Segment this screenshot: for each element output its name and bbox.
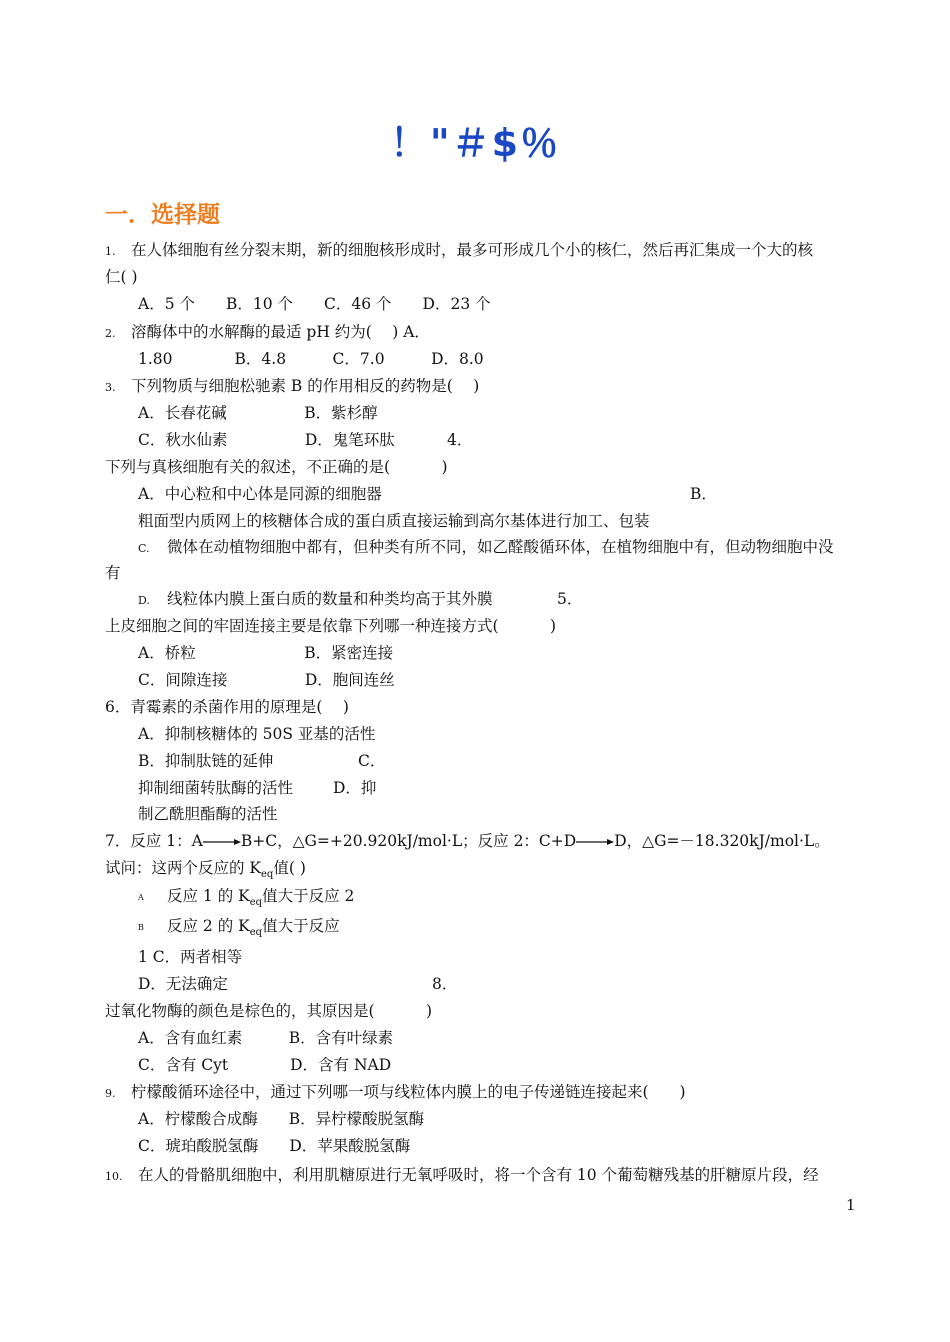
q6-option-c: 抑制细菌转肽酶的活性 — [138, 779, 294, 797]
q5-stem: 上皮细胞之间的牢固连接主要是依靠下列哪一种连接方式( ) — [105, 617, 557, 635]
section-heading: 一．选择题 — [105, 202, 220, 228]
q4-number: 4． — [447, 431, 473, 449]
q4-option-c-cont: 有 — [105, 564, 121, 582]
q4-option-c-label: C. — [138, 542, 150, 555]
q1-number: 1. — [105, 245, 116, 258]
q2-stem: 溶酶体中的水解酶的最适 pH 约为( ) A． — [131, 323, 430, 341]
q6-option-a: A．抑制核糖体的 50S 亚基的活性 — [138, 725, 376, 743]
q7-option-a — [167, 886, 354, 913]
q9-number: 9. — [105, 1087, 116, 1100]
q3-number: 3. — [105, 381, 116, 394]
keq-subscript: eq — [249, 927, 263, 939]
q9-options-ab: A．柠檬酸合成酶 B．异柠檬酸脱氢酶 — [138, 1110, 425, 1128]
q7-option-b-pre: 反应 2 的 K — [167, 917, 250, 935]
q5-number: 5． — [557, 590, 583, 608]
q6-option-b: B．抑制肽链的延伸 — [138, 752, 274, 770]
q1-stem: 在人体细胞有丝分裂末期，新的细胞核形成时，最多可形成几个小的核仁，然后再汇集成一个大的核 — [131, 241, 814, 259]
q10-number: 10. — [105, 1170, 123, 1183]
q6-option-c-label: C． — [358, 752, 386, 770]
q8-options-ab: A．含有血红素 B．含有叶绿素 — [138, 1029, 394, 1047]
q7-option-c: 1 C．两者相等 — [138, 948, 243, 966]
q5-options-cd: C．间隙连接 D．胞间连丝 — [138, 671, 395, 689]
q9-stem: 柠檬酸循环途径中，通过下列哪一项与线粒体内膜上的电子传递链连接起来( ) — [131, 1083, 686, 1101]
q4-option-b-label: B． — [690, 485, 717, 503]
q4-option-d-label: D. — [138, 594, 150, 607]
q9-options-cd: C．琥珀酸脱氢酶 D．苹果酸脱氢酶 — [138, 1137, 411, 1155]
q7-reaction-2-right: D，△G=－18.320kJ/mol·L。 — [614, 832, 830, 850]
q7-option-d: D．无法确定 — [138, 975, 228, 993]
q6-option-d: 制乙酰胆酯酶的活性 — [138, 805, 278, 823]
q4-option-d: 线粒体内膜上蛋白质的数量和种类均高于其外膜 — [167, 590, 493, 608]
q4-stem: 下列与真核细胞有关的叙述，不正确的是( ) — [105, 458, 448, 476]
q4-option-b: 粗面型内质网上的核糖体合成的蛋白质直接运输到高尔基体进行加工、包装 — [138, 512, 650, 530]
q8-number: 8． — [432, 975, 458, 993]
keq-subscript: eq — [249, 897, 263, 909]
q1-options: A．5 个 B．10 个 C．46 个 D．23 个 — [138, 295, 491, 313]
q6-option-d-label: D．抑 — [333, 779, 377, 797]
q7-option-b — [167, 916, 340, 943]
page-number: 1 — [846, 1196, 856, 1214]
q4-option-c: 微体在动植物细胞中都有，但种类有所不同，如乙醛酸循环体，在植物细胞中有，但动物细胞中没 — [167, 538, 834, 556]
q7-question — [105, 858, 306, 885]
q1-stem-cont: 仁( ) — [105, 268, 138, 286]
q5-options-ab: A．桥粒 B．紧密连接 — [138, 644, 394, 662]
q2-number: 2. — [105, 327, 116, 340]
q8-options-cd: C．含有 Cyt D．含有 NAD — [138, 1056, 392, 1074]
q3-options-cd: C．秋水仙素 D．鬼笔环肽 — [138, 431, 395, 449]
q7-reactions — [105, 831, 830, 851]
q7-reaction-1-left: 7．反应 1：A — [105, 832, 203, 850]
q8-stem: 过氧化物酶的颜色是棕色的，其原因是( ) — [105, 1002, 433, 1020]
q7-option-b-label: B — [138, 923, 144, 932]
reaction-arrow-icon — [203, 837, 241, 847]
q7-option-b-post: 值大于反应 — [262, 917, 340, 935]
q3-options-ab: A．长春花碱 B．紫杉醇 — [138, 404, 378, 422]
q3-stem: 下列物质与细胞松驰素 B 的作用相反的药物是( ) — [131, 377, 480, 395]
page-title: ！"＃$％ — [389, 121, 561, 165]
q7-question-end: 值( ) — [273, 859, 306, 877]
q4-option-a: A．中心粒和中心体是同源的细胞器 — [138, 485, 382, 503]
q7-option-a-label: A — [138, 893, 144, 902]
q7-question-text: 试问：这两个反应的 K — [105, 859, 262, 877]
q2-options: 1.80 B．4.8 C．7.0 D．8.0 — [138, 350, 484, 368]
q6-stem: 6．青霉素的杀菌作用的原理是( ) — [105, 698, 349, 716]
q7-option-a-post: 值大于反应 2 — [262, 887, 355, 905]
keq-subscript: eq — [261, 869, 274, 881]
q7-option-a-pre: 反应 1 的 K — [167, 887, 250, 905]
q7-reaction-1-right: B+C，△G=+20.920kJ/mol·L；反应 2：C+D — [240, 832, 577, 850]
reaction-arrow-icon — [576, 837, 614, 847]
q10-stem: 在人的骨骼肌细胞中，利用肌糖原进行无氧呼吸时，将一个含有 10 个葡萄糖残基的肝糖原片段，经 — [138, 1166, 819, 1184]
